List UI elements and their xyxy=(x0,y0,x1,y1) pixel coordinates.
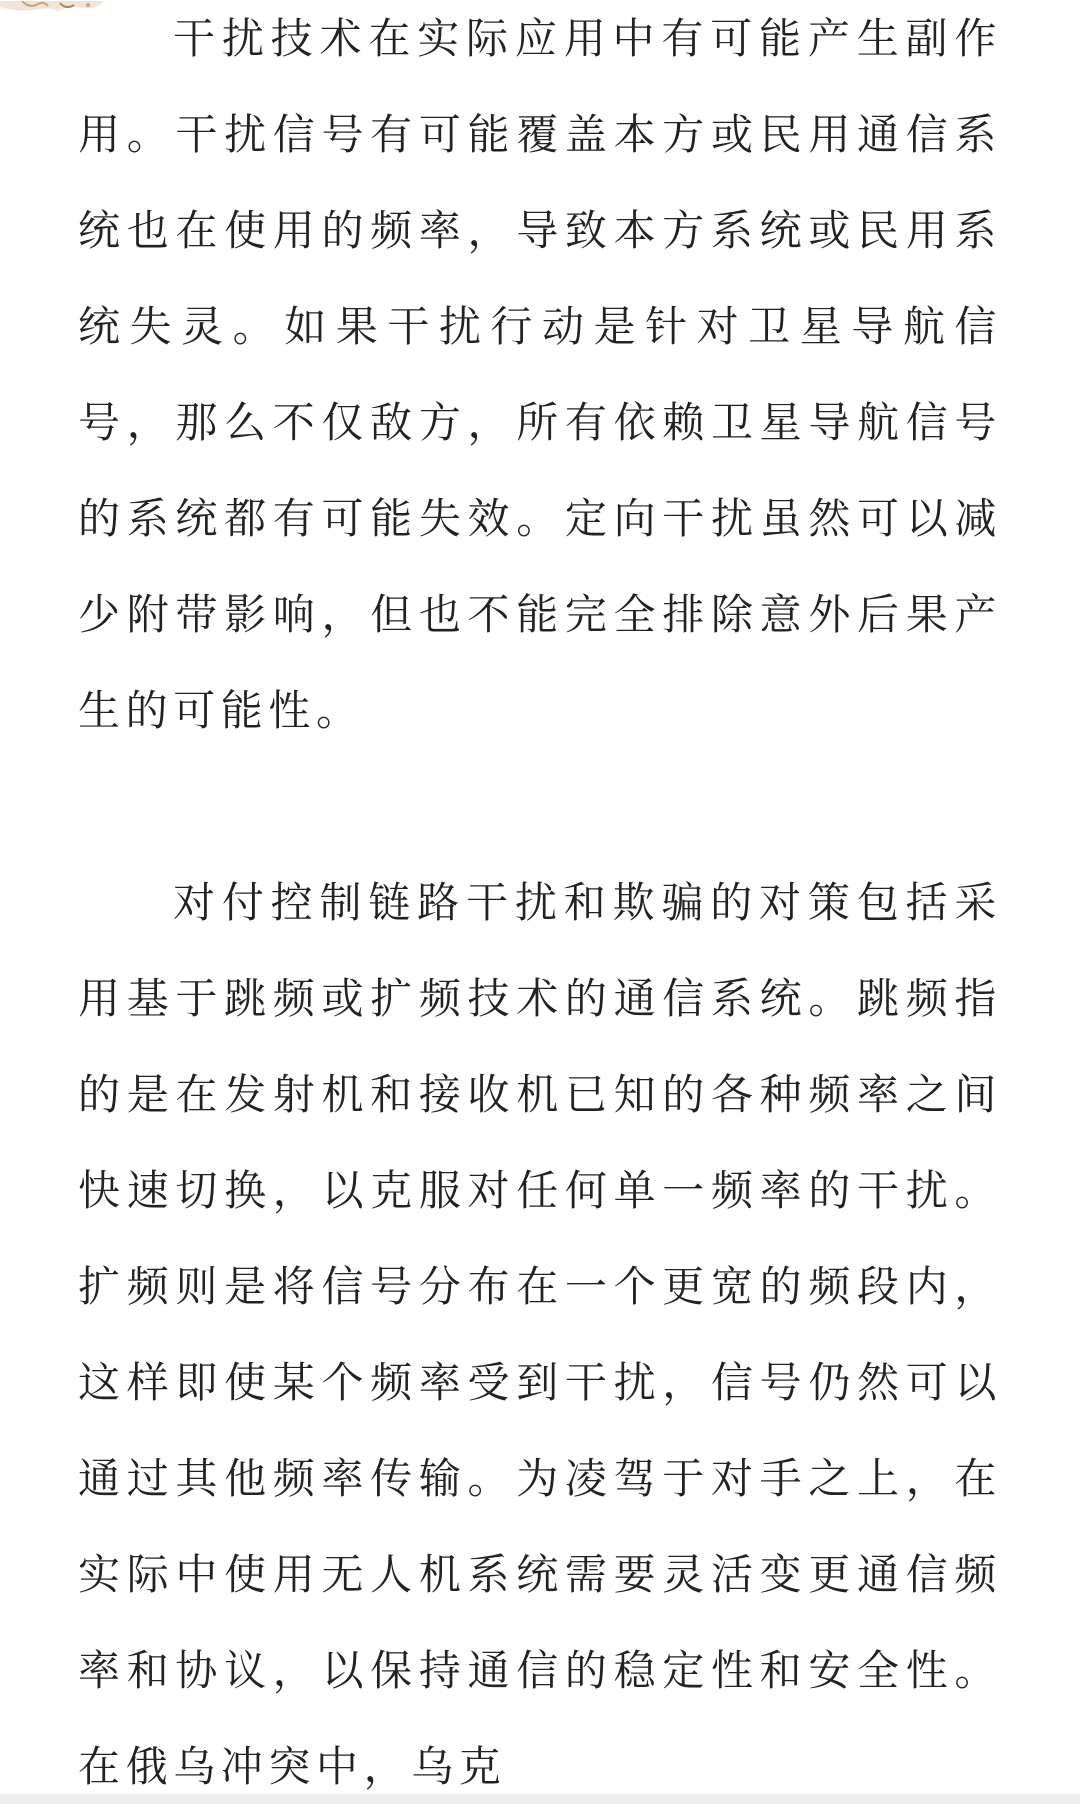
paragraph-side-effects: 干扰技术在实际应用中有可能产生副作用。干扰信号有可能覆盖本方或民用通信系统也在使用的频率，导致本方系统或民用系统失灵。如果干扰行动是针对卫星导航信号，那么不仅敌方，所有依赖卫星导航信号的系统都有可能失效。定向干扰虽然可以减少附带影响，但也不能完全排除意外后果产生的可能性。 xyxy=(78,14,1002,735)
bottom-divider xyxy=(0,1794,1080,1804)
article-body xyxy=(78,0,1002,1815)
paragraph-countermeasures: 对付控制链路干扰和欺骗的对策包括采用基于跳频或扩频技术的通信系统。跳频指的是在发射机和接收机已知的各种频率之间快速切换，以克服对任何单一频率的干扰。扩频则是将信号分布在一个更宽的频段内，这样即使某个频率受到干扰，信号仍然可以通过其他频率传输。为凌驾于对手之上，在实际中使用无人机系统需要灵活变更通信频率和协议，以保持通信的稳定性和安全性。在俄乌冲突中，乌克 xyxy=(78,878,1002,1791)
